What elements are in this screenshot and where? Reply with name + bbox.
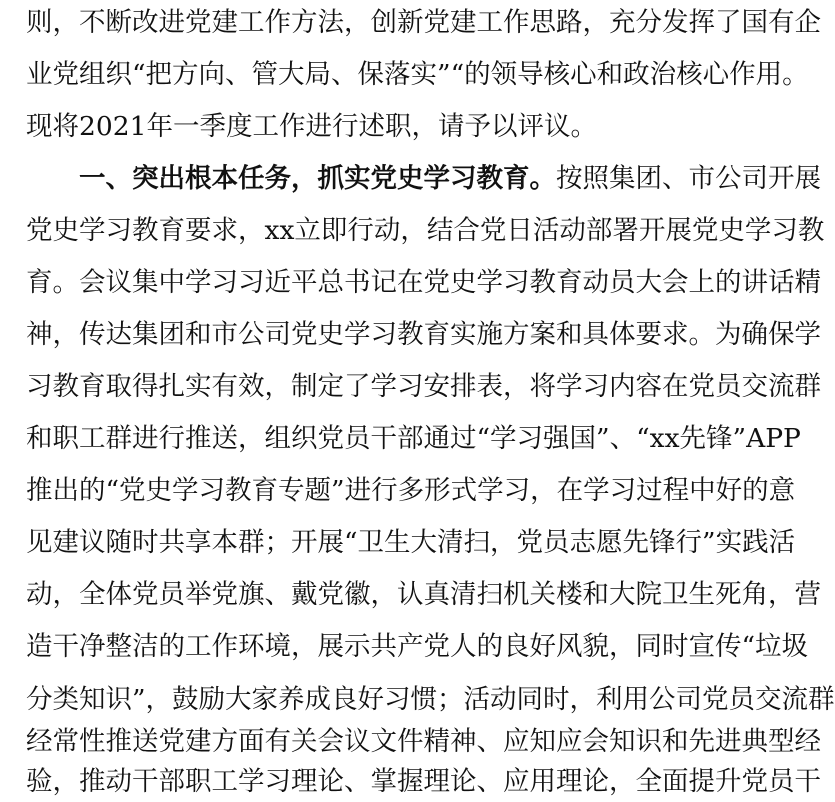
paragraph-line: 则，不断改进党建工作方法，创新党建工作思路，充分发挥了国有企 <box>26 7 821 38</box>
paragraph-line: 育。会议集中学习习近平总书记在党史学习教育动员大会上的讲话精 <box>26 267 821 298</box>
paragraph-line: 神，传达集团和市公司党史学习教育实施方案和具体要求。为确保学 <box>26 319 821 350</box>
paragraph-line: 习教育取得扎实有效，制定了学习安排表，将学习内容在党员交流群 <box>26 371 821 402</box>
paragraph-line: 推出的“党史学习教育专题”进行多形式学习，在学习过程中好的意 <box>26 475 796 506</box>
section-heading-line <box>79 159 821 199</box>
paragraph-line: 和职工群进行推送，组织党员干部通过“学习强国”、“xx先锋”APP <box>26 423 801 454</box>
section-heading: 一、突出根本任务，抓实党史学习教育。 <box>79 163 556 194</box>
paragraph-line: 造干净整洁的工作环境，展示共产党人的良好风貌，同时宣传“垃圾 <box>26 631 809 662</box>
paragraph-line: 经常性推送党建方面有关会议文件精神、应知应会知识和先进典型经 <box>26 726 821 757</box>
paragraph-line: 党史学习教育要求，xx立即行动，结合党日活动部署开展党史学习教 <box>26 215 825 246</box>
section-heading-continuation: 按照集团、市公司开展 <box>556 163 821 194</box>
paragraph-line: 验，推动干部职工学习理论、掌握理论、应用理论，全面提升党员干 <box>26 766 821 797</box>
paragraph-line: 分类知识”，鼓励大家养成良好习惯；活动同时，利用公司党员交流群 <box>26 684 835 715</box>
paragraph-line: 现将2021年一季度工作进行述职，请予以评议。 <box>26 111 597 142</box>
paragraph-line: 业党组织“把方向、管大局、保落实”“的领导核心和政治核心作用。 <box>26 59 809 90</box>
paragraph-line: 见建议随时共享本群；开展“卫生大清扫，党员志愿先锋行”实践活 <box>26 527 796 558</box>
paragraph-line: 动，全体党员举党旗、戴党徽，认真清扫机关楼和大院卫生死角，营 <box>26 579 821 610</box>
